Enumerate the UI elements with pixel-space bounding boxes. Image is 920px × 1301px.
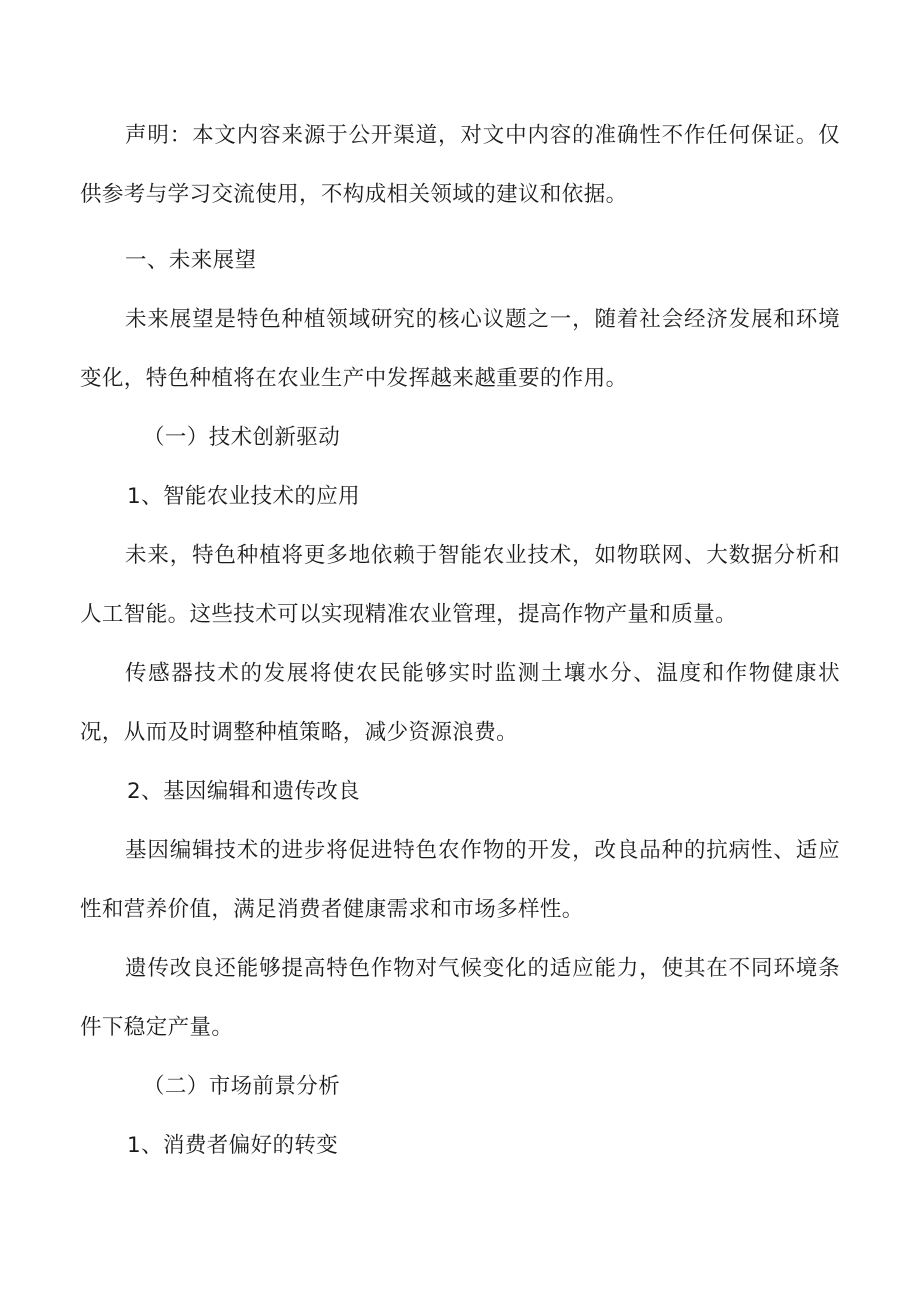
gene-editing-paragraph-2: 遗传改良还能够提高特色作物对气候变化的适应能力，使其在不同环境条件下稳定产量。 <box>80 956 840 1040</box>
smart-agri-paragraph-2: 传感器技术的发展将使农民能够实时监测土壤水分、温度和作物健康状况，从而及时调整种植策略，减少资源浪费。 <box>80 661 840 745</box>
disclaimer-notice: 声明：本文内容来源于公开渠道，对文中内容的准确性不作任何保证。仅供参考与学习交流使用，不构成相关领域的建议和依据。 <box>80 123 840 207</box>
section-intro-paragraph: 未来展望是特色种植领域研究的核心议题之一，随着社会经济发展和环境变化，特色种植将在农业生产中发挥越来越重要的作用。 <box>80 307 840 391</box>
subsection-heading-tech: （一）技术创新驱动 <box>143 425 341 450</box>
section-heading-outlook: 一、未来展望 <box>125 248 257 273</box>
item-heading-gene-editing: 2、基因编辑和遗传改良 <box>127 779 361 804</box>
subsection-heading-market: （二）市场前景分析 <box>143 1074 341 1099</box>
item-heading-smart-agri: 1、智能农业技术的应用 <box>127 484 361 509</box>
gene-editing-paragraph-1: 基因编辑技术的进步将促进特色农作物的开发，改良品种的抗病性、适应性和营养价值，满足消费者健康需求和市场多样性。 <box>80 838 840 922</box>
item-heading-consumer-preference: 1、消费者偏好的转变 <box>127 1133 339 1158</box>
smart-agri-paragraph-1: 未来，特色种植将更多地依赖于智能农业技术，如物联网、大数据分析和人工智能。这些技术可以实现精准农业管理，提高作物产量和质量。 <box>80 543 840 627</box>
